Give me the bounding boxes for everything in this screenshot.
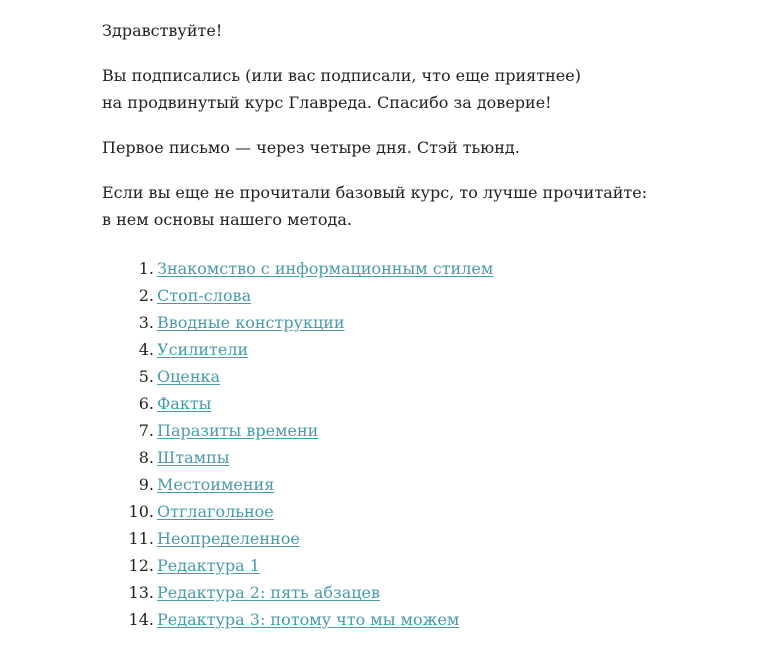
lesson-link[interactable]: Отглагольное bbox=[157, 502, 274, 521]
list-item bbox=[102, 579, 742, 606]
lesson-list bbox=[102, 255, 742, 633]
list-item bbox=[102, 525, 742, 552]
list-item-number: 8. bbox=[138, 448, 154, 467]
lesson-link[interactable]: Паразиты времени bbox=[157, 421, 319, 440]
list-item bbox=[102, 498, 742, 525]
lesson-link[interactable]: Усилители bbox=[157, 340, 249, 359]
list-item-number: 2. bbox=[138, 286, 154, 305]
basic-course-paragraph bbox=[102, 179, 742, 233]
list-item-number: 14. bbox=[128, 610, 154, 629]
greeting-text: Здравствуйте! bbox=[102, 21, 223, 40]
lesson-link[interactable]: Вводные конструкции bbox=[157, 313, 345, 332]
intro-line-1: Вы подписались (или вас подписали, что еще приятнее) bbox=[102, 66, 581, 85]
list-item bbox=[102, 552, 742, 579]
basic-course-line-1: Если вы еще не прочитали базовый курс, то лучше прочитайте: bbox=[102, 183, 648, 202]
list-item-number: 5. bbox=[138, 367, 154, 386]
list-item-number: 7. bbox=[138, 421, 154, 440]
list-item bbox=[102, 309, 742, 336]
first-letter-paragraph bbox=[102, 134, 742, 161]
list-item-number: 6. bbox=[138, 394, 154, 413]
list-item-number: 13. bbox=[128, 583, 154, 602]
lesson-link[interactable]: Факты bbox=[157, 394, 212, 413]
list-item bbox=[102, 282, 742, 309]
lesson-link[interactable]: Редактура 2: пять абзацев bbox=[157, 583, 381, 602]
list-item bbox=[102, 390, 742, 417]
list-item-number: 10. bbox=[128, 502, 154, 521]
list-item bbox=[102, 417, 742, 444]
list-item-number: 12. bbox=[128, 556, 154, 575]
list-item-number: 4. bbox=[138, 340, 154, 359]
greeting bbox=[102, 17, 742, 44]
lesson-link[interactable]: Знакомство с информационным стилем bbox=[157, 259, 494, 278]
intro-line-2: на продвинутый курс Главреда. Спасибо за доверие! bbox=[102, 93, 552, 112]
list-item-number: 11. bbox=[128, 529, 154, 548]
list-item-number: 9. bbox=[138, 475, 154, 494]
basic-course-line-2: в нем основы нашего метода. bbox=[102, 210, 352, 229]
lesson-link[interactable]: Неопределенное bbox=[157, 529, 300, 548]
email-body bbox=[102, 17, 742, 629]
list-item bbox=[102, 336, 742, 363]
lesson-link[interactable]: Стоп-слова bbox=[157, 286, 252, 305]
list-item bbox=[102, 255, 742, 282]
lesson-link[interactable]: Редактура 1 bbox=[157, 556, 260, 575]
lesson-link[interactable]: Редактура 3: потому что мы можем bbox=[157, 610, 460, 629]
list-item-number: 3. bbox=[138, 313, 154, 332]
lesson-link[interactable]: Оценка bbox=[157, 367, 221, 386]
lesson-link[interactable]: Местоимения bbox=[157, 475, 275, 494]
list-item bbox=[102, 363, 742, 390]
lesson-link[interactable]: Штампы bbox=[157, 448, 230, 467]
list-item bbox=[102, 444, 742, 471]
list-item bbox=[102, 471, 742, 498]
first-letter-text: Первое письмо — через четыре дня. Стэй тьюнд. bbox=[102, 138, 520, 157]
list-item-number: 1. bbox=[138, 259, 154, 278]
intro-paragraph bbox=[102, 62, 742, 116]
list-item bbox=[102, 606, 742, 633]
